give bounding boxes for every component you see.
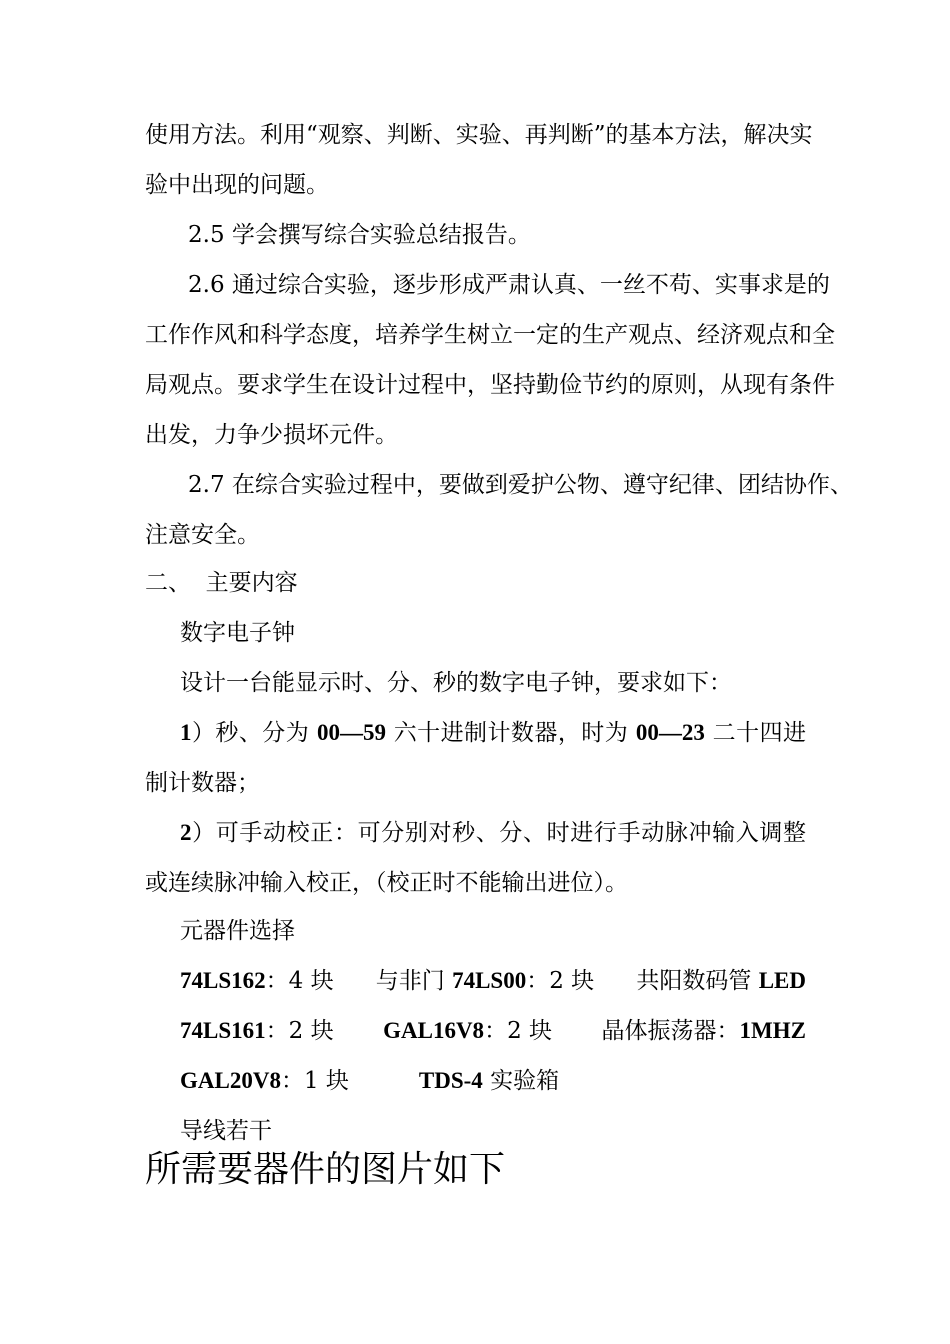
text-line: 或连续脉冲输入校正，（校正时不能输出进位）。 bbox=[145, 870, 628, 896]
intro-text: 设计一台能显示时、分、秒的数字电子钟，要求如下： bbox=[180, 670, 732, 696]
text-line: 制计数器； bbox=[145, 770, 260, 796]
part-item: 74LS161：2 块 bbox=[180, 1018, 334, 1044]
part-item: GAL20V8：1 块 bbox=[180, 1068, 349, 1094]
requirement-2: 2）可手动校正：可分别对秒、分、时进行手动脉冲输入调整 bbox=[180, 820, 806, 846]
text-line: 注意安全。 bbox=[145, 522, 260, 548]
text-line: 出发，力争少损坏元件。 bbox=[145, 422, 398, 448]
parts-title: 元器件选择 bbox=[180, 918, 295, 944]
requirement-1: 1）秒、分为 00—59 六十进制计数器，时为 00—23 二十四进 bbox=[180, 720, 807, 746]
item-2-7: 2.7 在综合实验过程中，要做到爱护公物、遵守纪律、团结协作、 bbox=[188, 472, 853, 498]
text-line: 验中出现的问题。 bbox=[145, 172, 329, 198]
section-heading: 二、 主要内容 bbox=[145, 570, 298, 596]
part-item: 74LS162：4 块 bbox=[180, 968, 334, 994]
part-item: 晶体振荡器：1MHZ bbox=[601, 1018, 806, 1044]
wire-item: 导线若干 bbox=[180, 1118, 272, 1144]
text-line: 工作作风和科学态度，培养学生树立一定的生产观点、经济观点和全 bbox=[145, 322, 835, 348]
pictures-heading: 所需要器件的图片如下 bbox=[145, 1149, 506, 1190]
part-item: 与非门 74LS00：2 块 bbox=[375, 968, 595, 994]
parts-row bbox=[180, 1066, 806, 1096]
text-line: 使用方法。利用“观察、判断、实验、再判断”的基本方法，解决实 bbox=[145, 122, 813, 148]
part-item: TDS-4 实验箱 bbox=[418, 1068, 560, 1094]
item-2-5: 2.5 学会撰写综合实验总结报告。 bbox=[188, 222, 531, 248]
parts-row bbox=[180, 1016, 806, 1046]
parts-row bbox=[180, 966, 806, 996]
topic-title: 数字电子钟 bbox=[180, 620, 295, 646]
part-item: GAL16V8：2 块 bbox=[383, 1018, 553, 1044]
text-line: 局观点。要求学生在设计过程中，坚持勤俭节约的原则，从现有条件 bbox=[145, 372, 835, 398]
part-item: 共阳数码管 LED bbox=[636, 968, 806, 994]
item-2-6: 2.6 通过综合实验，逐步形成严肃认真、一丝不苟、实事求是的 bbox=[188, 272, 830, 298]
